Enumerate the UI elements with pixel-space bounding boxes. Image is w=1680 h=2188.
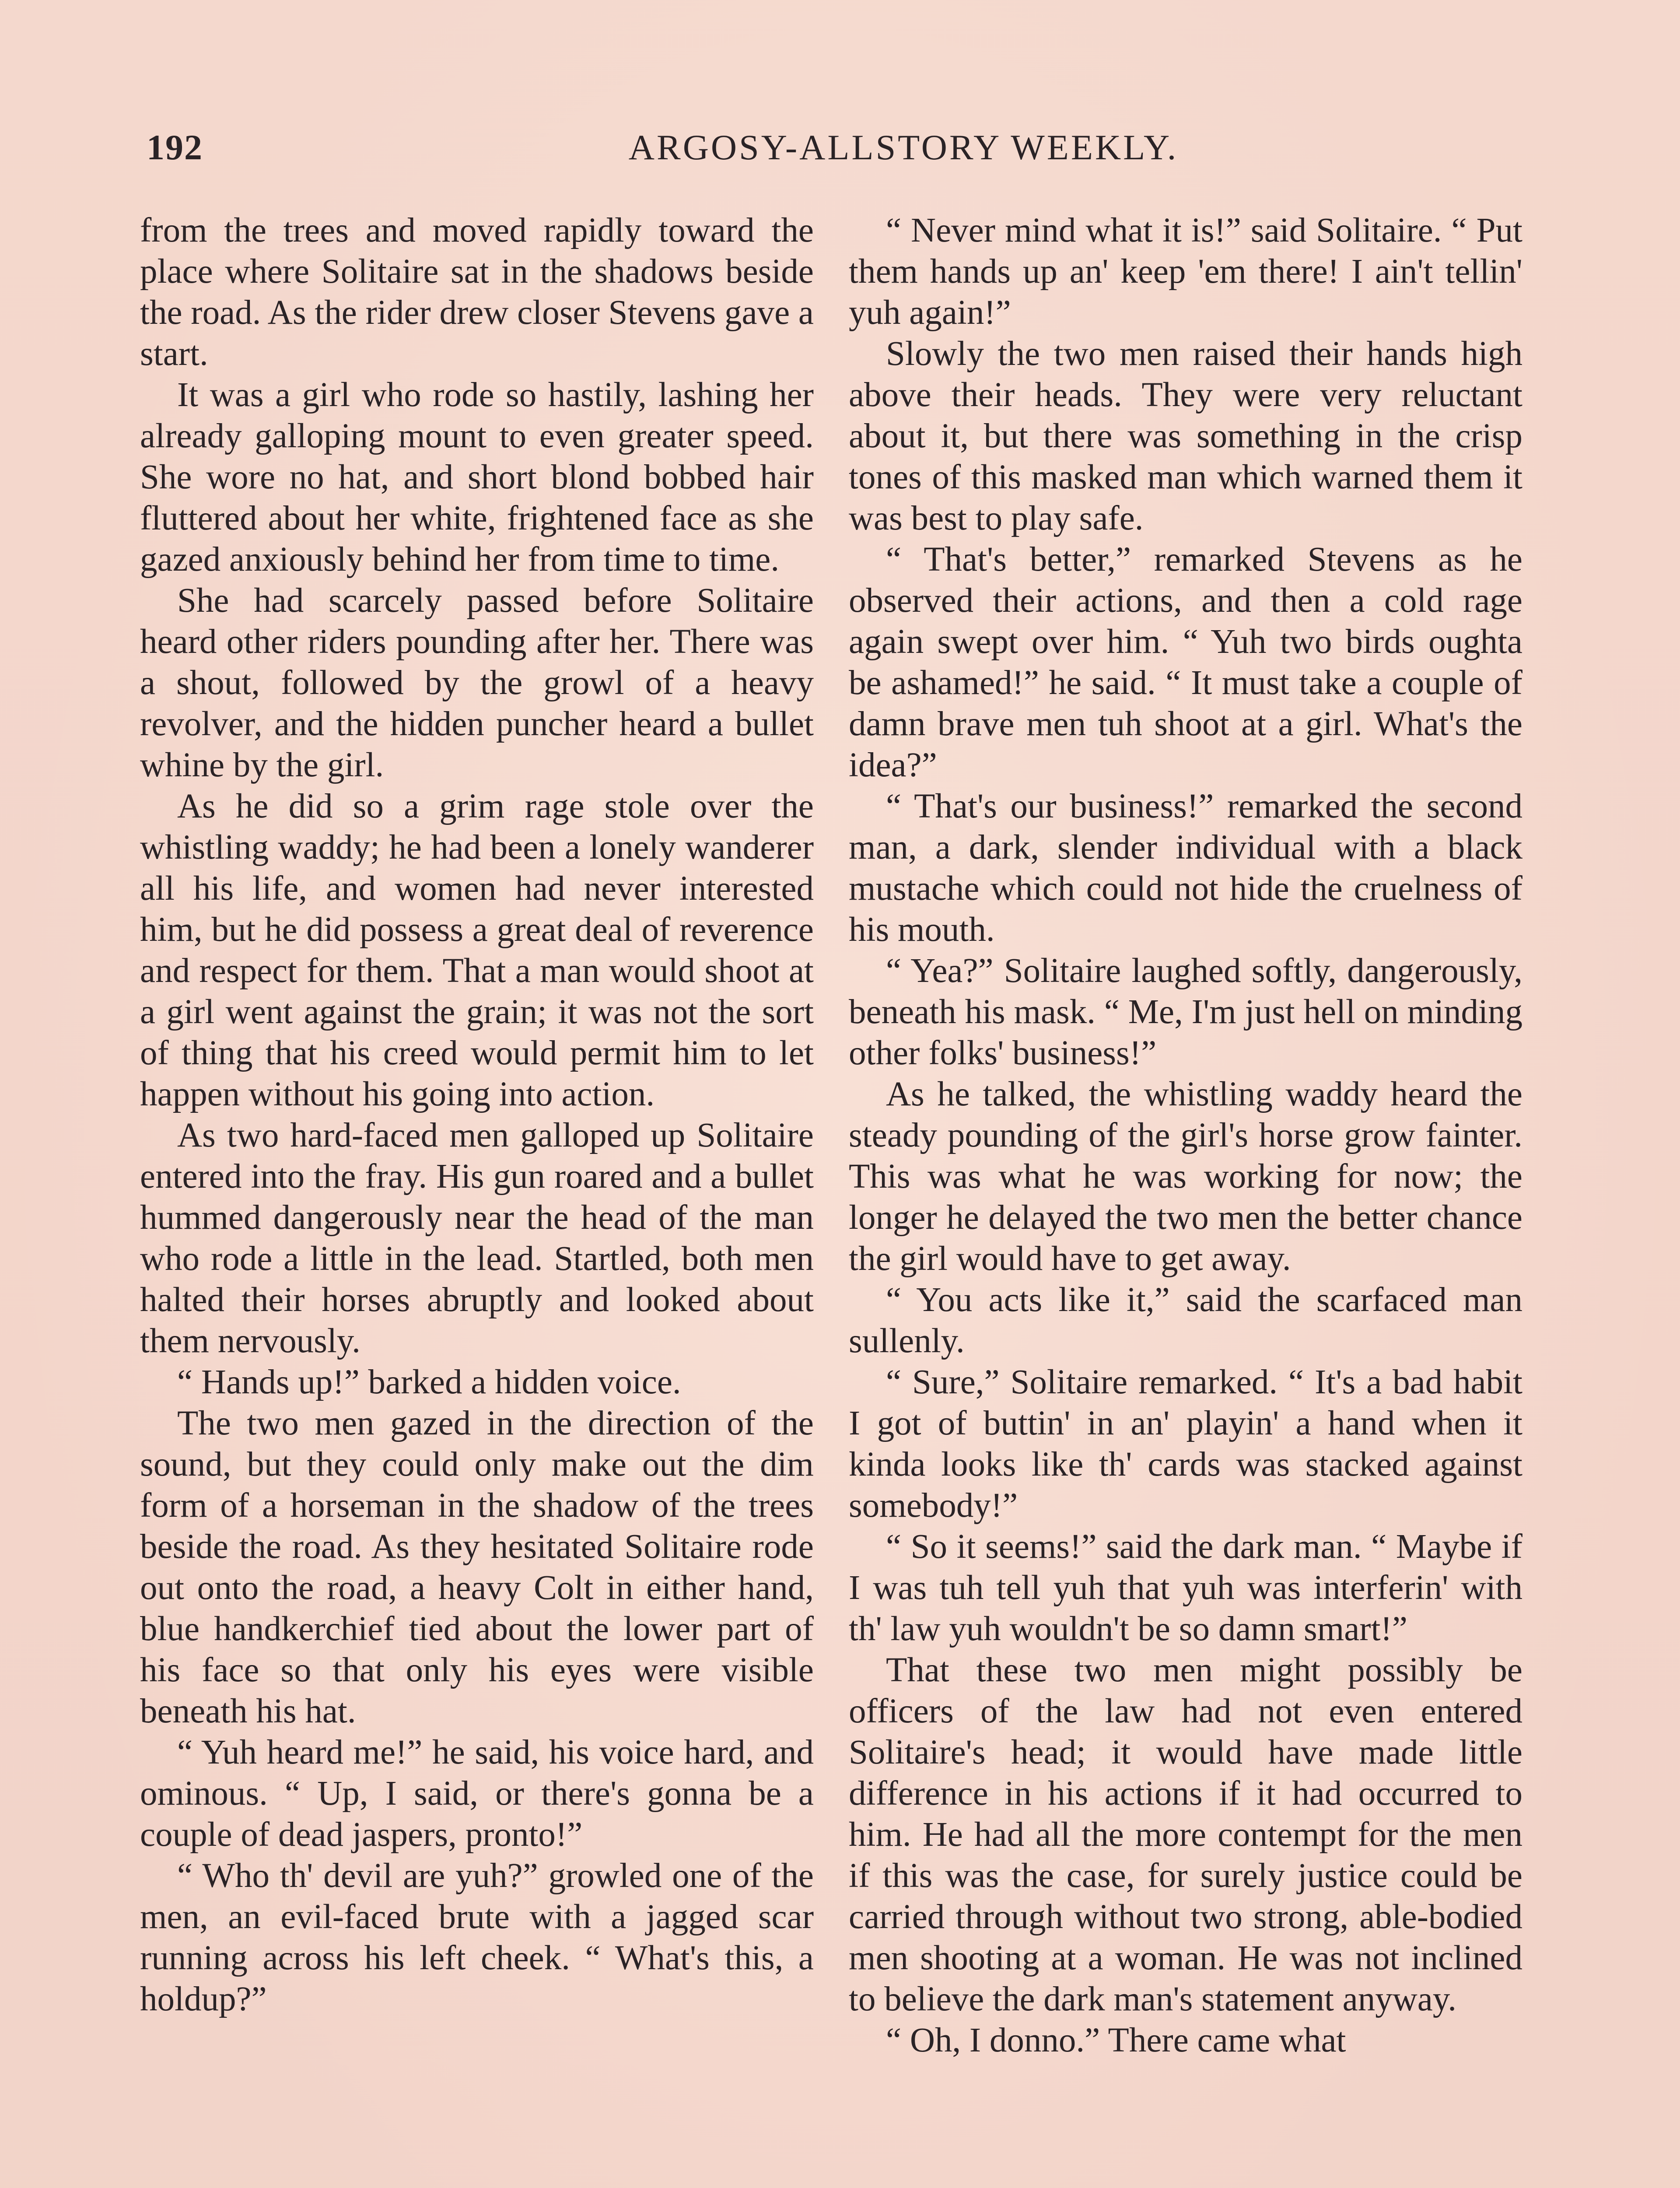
paragraph: As he talked, the whistling waddy heard the steady pounding of the girl's horse grow fainter. This was what he was working for now; the longer he delayed the two men the better chance the girl would have to get away. — [849, 1075, 1522, 1278]
paragraph: As two hard-faced men galloped up Solitaire entered into the fray. His gun roared and a bullet hummed dangerously near the head of the man who rode a little in the lead. Startled, both men halted their horses abruptly and looked about them nervously. — [140, 1116, 814, 1360]
paragraph: That these two men might possibly be officers of the law had not even entered Solitaire's head; it would have made little difference in his actions if it had occurred to him. He had all the more contempt for the men if this was the case, for surely justice could be carried through without two strong, able-bodied men shooting at a woman. He was not inclined to believe the dark man's statement anyway. — [849, 1651, 1522, 2018]
paragraph: She had scarcely passed before Solitaire heard other riders pounding after her. There was a shout, followed by the growl of a heavy revolver, and the hidden puncher heard a bullet whine by the girl. — [140, 582, 814, 784]
right-column — [849, 210, 1522, 2061]
running-head — [147, 123, 1529, 172]
paragraph: As he did so a grim rage stole over the whistling waddy; he had been a lonely wanderer all his life, and women had never interested him, but he did possess a great deal of reverence and respect for them. That a man would shoot at a girl went against the grain; it was not the sort of thing that his creed would permit him to let happen without his going into action. — [140, 787, 814, 1113]
paragraph: “ Oh, I donno.” There came what — [886, 2021, 1346, 2059]
paragraph: Slowly the two men raised their hands high above their heads. They were very reluctant about it, but there was something in the crisp tones of this masked man which warned them it was best to play safe. — [849, 335, 1522, 537]
paragraph: The two men gazed in the direction of the sound, but they could only make out the dim form of a horseman in the shadow of the trees beside the road. As they hesitated Solitaire rode out onto the road, a heavy Colt in either hand, blue handkerchief tied about the lower part of his face so that only his eyes were visible beneath his hat. — [140, 1404, 814, 1730]
paragraph: “ Hands up!” barked a hidden voice. — [177, 1363, 681, 1401]
paragraph: “ So it seems!” said the dark man. “ Maybe if I was tuh tell yuh that yuh was interferin' with th' law yuh wouldn't be so damn smart!” — [849, 1528, 1522, 1648]
paragraph: “ Yea?” Solitaire laughed softly, dangerously, beneath his mask. “ Me, I'm just hell on minding other folks' business!” — [849, 952, 1522, 1072]
paragraph: “ Sure,” Solitaire remarked. “ It's a bad habit I got of buttin' in an' playin' a hand when it kinda looks like th' cards was stacked against somebody!” — [849, 1363, 1522, 1525]
paragraph: from the trees and moved rapidly toward the place where Solitaire sat in the shadows beside the road. As the rider drew closer Stevens gave a start. — [140, 211, 814, 373]
paragraph: It was a girl who rode so hastily, lashing her already galloping mount to even greater speed. She wore no hat, and short blond bobbed hair fluttered about her white, frightened face as she gazed anxiously behind her from time to time. — [140, 376, 814, 579]
paragraph: “ Yuh heard me!” he said, his voice hard, and ominous. “ Up, I said, or there's gonna be a couple of dead jaspers, pronto!” — [140, 1733, 814, 1854]
magazine-title: ARGOSY-ALLSTORY WEEKLY. — [628, 127, 1179, 167]
paragraph: “ Never mind what it is!” said Solitaire. “ Put them hands up an' keep 'em there! I ain't tellin' yuh again!” — [849, 211, 1522, 332]
paragraph: “ That's better,” remarked Stevens as he observed their actions, and then a cold rage again swept over him. “ Yuh two birds oughta be ashamed!” he said. “ It must take a couple of damn brave men tuh shoot at a girl. What's the idea?” — [849, 540, 1522, 784]
page-number: 192 — [147, 127, 203, 167]
paragraph: “ You acts like it,” said the scarfaced man sullenly. — [849, 1281, 1522, 1360]
left-column — [140, 210, 814, 2020]
paragraph: “ That's our business!” remarked the second man, a dark, slender individual with a black mustache which could not hide the cruelness of his mouth. — [849, 787, 1522, 949]
paragraph: “ Who th' devil are yuh?” growled one of the men, an evil-faced brute with a jagged scar running across his left cheek. “ What's this, a holdup?” — [140, 1857, 814, 2018]
